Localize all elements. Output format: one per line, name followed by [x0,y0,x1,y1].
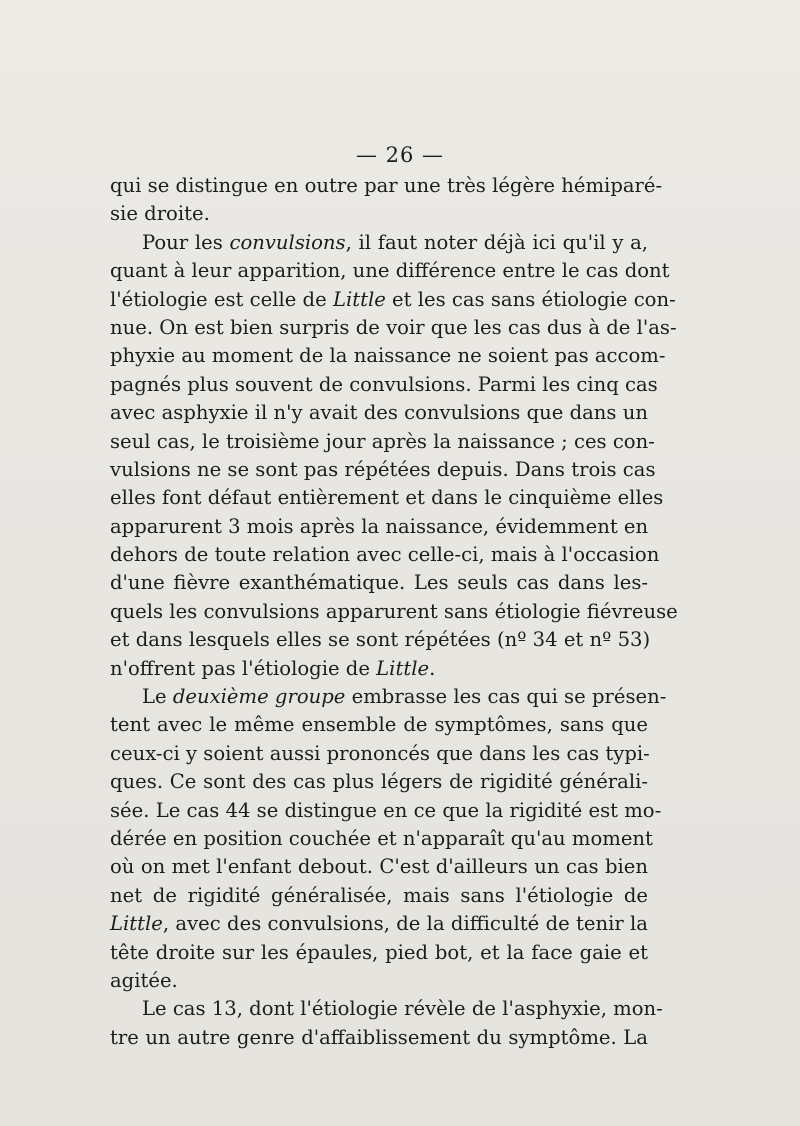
text-run: Le [142,685,173,709]
text-line [110,172,663,200]
italic-text: Little [110,912,163,936]
text-line [110,229,648,257]
text-line [110,711,648,739]
text-run: apparurent 3 mois après la naissance, évidemment en [110,514,649,538]
text-run: d'une fièvre exanthématique. Les seuls cas dans les- [110,571,648,595]
text-run: et dans lesquels elles se sont répétées (nº 34 et nº 53) [110,628,651,652]
text-run: ceux-ci y soient aussi prononcés que dans les cas typi- [110,741,650,765]
text-line [110,541,660,569]
text-line [110,314,677,342]
text-run: dehors de toute relation avec celle-ci, mais à l'occasion [110,543,660,567]
text-run: Le cas 13, dont l'étiologie révèle de l'asphyxie, mon- [142,997,663,1021]
text-line [110,1024,648,1052]
text-run: seul cas, le troisième jour après la naissance ; ces con- [110,429,655,453]
text-line [110,995,663,1023]
text-run: sée. Le cas 44 se distingue en ce que la rigidité est mo- [110,798,662,822]
text-line [110,939,648,967]
text-run: tête droite sur les épaules, pied bot, et la face gaie et [110,940,648,964]
text-run: quels les convulsions apparurent sans étiologie fiévreuse [110,599,678,623]
text-line [110,371,658,399]
text-line [110,342,666,370]
text-line [110,484,664,512]
text-run: net de rigidité généralisée, mais sans l'étiologie de [110,883,648,907]
italic-text: deuxième groupe [172,685,346,709]
text-line [110,910,648,938]
text-line [110,655,648,683]
text-run: quant à leur apparition, une différence entre le cas dont [110,259,670,283]
text-run: ques. Ce sont des cas plus légers de rigidité générali- [110,770,648,794]
text-run: sie droite. [110,202,210,226]
text-run: phyxie au moment de la naissance ne soient pas accom- [110,344,666,368]
text-line [110,882,648,910]
text-run: , avec des convulsions, de la difficulté de tenir la [162,912,648,936]
text-run: qui se distingue en outre par une très légère hémiparé- [110,174,663,197]
text-run: Pour les [142,230,230,254]
text-run: l'étiologie est celle de [110,287,333,311]
text-line [110,768,648,796]
text-line [110,740,648,768]
page-number: — 26 — [355,143,445,167]
text-line [110,399,648,427]
text-run: , il faut noter déjà ici qu'il y a, [345,230,649,254]
text-run: nue. On est bien surpris de voir que les cas dus à de l'as- [110,315,677,339]
italic-text: Little [376,656,430,680]
text-run: embrasse les cas qui se présen- [345,685,667,709]
text-line [110,683,667,711]
text-line [110,286,676,314]
text-run: elles font défaut entièrement et dans le cinquième elles [110,486,664,510]
text-run: n'offrent pas l'étiologie de [110,656,377,680]
text-run: vulsions ne se sont pas répétées depuis. Dans trois cas [110,457,656,481]
text-line [110,797,662,825]
text-line [110,853,648,881]
text-line [110,456,656,484]
text-run: . [429,656,436,680]
text-line [110,200,648,228]
text-run: pagnés plus souvent de convulsions. Parmi les cinq cas [110,372,658,396]
text-line [110,513,648,541]
text-run: où on met l'enfant debout. C'est d'ailleurs un cas bien [110,855,648,879]
text-line [110,967,648,995]
text-run: et les cas sans étiologie con- [385,287,676,311]
italic-text: convulsions [229,230,346,254]
text-line [110,257,670,285]
text-run: tent avec le même ensemble de symptômes, sans que [110,713,648,737]
text-run: dérée en position couchée et n'apparaît qu'au moment [110,826,653,850]
text-run: tre un autre genre d'affaiblissement du symptôme. La [110,1025,648,1049]
text-run: avec asphyxie il n'y avait des convulsions que dans un [110,401,648,425]
text-line [110,428,655,456]
text-line [110,598,678,626]
text-line [110,825,653,853]
body-text [110,172,678,1052]
italic-text: Little [332,287,386,311]
text-line [110,569,648,597]
text-line [110,626,651,654]
text-run: agitée. [110,968,178,992]
